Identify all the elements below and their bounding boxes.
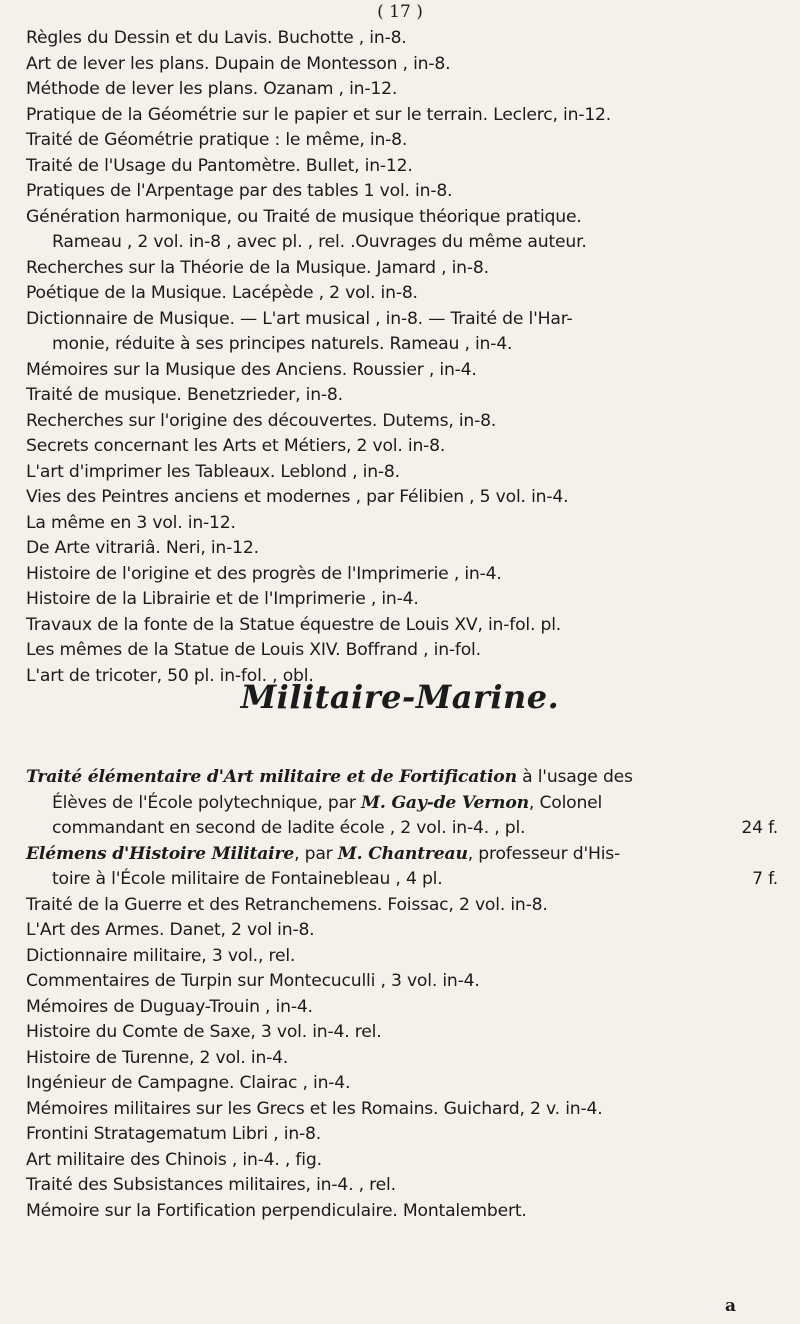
entry-text: toire à l'École militaire de Fontainebleau , 4 pl. bbox=[52, 869, 443, 889]
list-item: Mémoire sur la Fortification perpendiculaire. Montalembert. bbox=[26, 1200, 527, 1221]
list-item: Règles du Dessin et du Lavis. Buchotte , in-8. bbox=[26, 28, 407, 48]
list-item: De Arte vitrariâ. Neri, in-12. bbox=[26, 538, 259, 558]
entry-text: , par bbox=[294, 843, 338, 864]
list-item: L'art d'imprimer les Tableaux. Leblond , in-8. bbox=[26, 461, 400, 482]
entry-text: , Colonel bbox=[528, 792, 603, 813]
list-item: Génération harmonique, ou Traité de musique théorique pratique. bbox=[26, 206, 582, 227]
signature-mark: a bbox=[725, 1296, 737, 1316]
book-title: Traité élémentaire d'Art militaire et de Fortification bbox=[26, 767, 517, 787]
list-item: L'art de tricoter, 50 pl. in-fol. , obl. bbox=[26, 665, 314, 686]
list-item: Mémoires sur la Musique des Anciens. Roussier , in-4. bbox=[26, 359, 477, 380]
section-heading: Militaire-Marine. bbox=[240, 678, 560, 716]
list-item: Vies des Peintres anciens et modernes , par Félibien , 5 vol. in-4. bbox=[26, 487, 569, 507]
list-item: Traité de Géométrie pratique : le même, in-8. bbox=[26, 130, 408, 150]
list-item: Dictionnaire militaire, 3 vol., rel. bbox=[26, 945, 296, 966]
list-item: Pratique de la Géométrie sur le papier et sur le terrain. Leclerc, in-12. bbox=[26, 104, 612, 125]
list-item: Traité de la Guerre et des Retranchemens. Foissac, 2 vol. in-8. bbox=[26, 894, 548, 915]
author-name: M. Chantreau bbox=[337, 843, 468, 864]
list-item-continuation: monie, réduite à ses principes naturels. Rameau , in-4. bbox=[52, 334, 513, 354]
list-item: Secrets concernant les Arts et Métiers, 2 vol. in-8. bbox=[26, 436, 446, 456]
list-item: Histoire de la Librairie et de l'Imprimerie , in-4. bbox=[26, 589, 419, 609]
price: 24 f. bbox=[741, 818, 778, 838]
entry-text: Élèves de l'École polytechnique, par bbox=[52, 792, 362, 813]
list-item: Histoire du Comte de Saxe, 3 vol. in-4. rel. bbox=[26, 1022, 382, 1042]
list-item: Recherches sur la Théorie de la Musique. Jamard , in-8. bbox=[26, 257, 489, 278]
list-item: Dictionnaire de Musique. — L'art musical , in-8. — Traité de l'Har- bbox=[26, 308, 573, 329]
list-item: Poétique de la Musique. Lacépède , 2 vol. in-8. bbox=[26, 283, 418, 303]
list-item: La même en 3 vol. in-12. bbox=[26, 512, 236, 533]
list-item-continuation bbox=[26, 791, 786, 817]
list-item: Art de lever les plans. Dupain de Montesson , in-8. bbox=[26, 53, 451, 74]
book-title: Elémens d'Histoire Militaire bbox=[26, 843, 295, 864]
list-item: Traité de musique. Benetzrieder, in-8. bbox=[26, 385, 343, 405]
catalog-list-military bbox=[26, 765, 786, 1224]
list-item: Histoire de Turenne, 2 vol. in-4. bbox=[26, 1047, 289, 1068]
list-item: Commentaires de Turpin sur Montecuculli , 3 vol. in-4. bbox=[26, 971, 480, 991]
list-item: Traité de l'Usage du Pantomètre. Bullet, in-12. bbox=[26, 155, 413, 176]
price: 7 f. bbox=[752, 869, 778, 889]
entry-text: commandant en second de ladite école , 2 vol. in-4. , pl. bbox=[52, 818, 526, 838]
list-item: Méthode de lever les plans. Ozanam , in-12. bbox=[26, 79, 398, 99]
list-item-continuation bbox=[26, 867, 786, 893]
list-item-continuation bbox=[26, 816, 786, 842]
list-item-continuation: Rameau , 2 vol. in-8 , avec pl. , rel. .Ouvrages du même auteur. bbox=[52, 232, 587, 252]
list-item: Ingénieur de Campagne. Clairac , in-4. bbox=[26, 1073, 351, 1093]
entry-text: , professeur d'His- bbox=[467, 843, 621, 864]
list-item: Mémoires militaires sur les Grecs et les Romains. Guichard, 2 v. in-4. bbox=[26, 1098, 603, 1119]
list-item: Travaux de la fonte de la Statue équestre de Louis XV, in-fol. pl. bbox=[26, 614, 562, 635]
list-item: Frontini Stratagematum Libri , in-8. bbox=[26, 1124, 322, 1144]
list-item: Histoire de l'origine et des progrès de l'Imprimerie , in-4. bbox=[26, 563, 502, 584]
list-item: Pratiques de l'Arpentage par des tables 1 vol. in-8. bbox=[26, 181, 453, 201]
list-item: Les mêmes de la Statue de Louis XIV. Boffrand , in-fol. bbox=[26, 640, 481, 660]
list-item bbox=[26, 765, 786, 791]
list-item: L'Art des Armes. Danet, 2 vol in-8. bbox=[26, 920, 315, 940]
page-number: ( 17 ) bbox=[377, 2, 423, 22]
list-item: Recherches sur l'origine des découvertes. Dutems, in-8. bbox=[26, 410, 497, 431]
list-item bbox=[26, 842, 786, 868]
list-item: Mémoires de Duguay-Trouin , in-4. bbox=[26, 996, 313, 1017]
author-name: M. Gay-de Vernon bbox=[361, 792, 529, 813]
catalog-list-arts bbox=[26, 26, 786, 689]
list-item: Traité des Subsistances militaires, in-4. , rel. bbox=[26, 1175, 396, 1195]
entry-text: à l'usage des bbox=[516, 767, 633, 787]
list-item: Art militaire des Chinois , in-4. , fig. bbox=[26, 1149, 322, 1170]
